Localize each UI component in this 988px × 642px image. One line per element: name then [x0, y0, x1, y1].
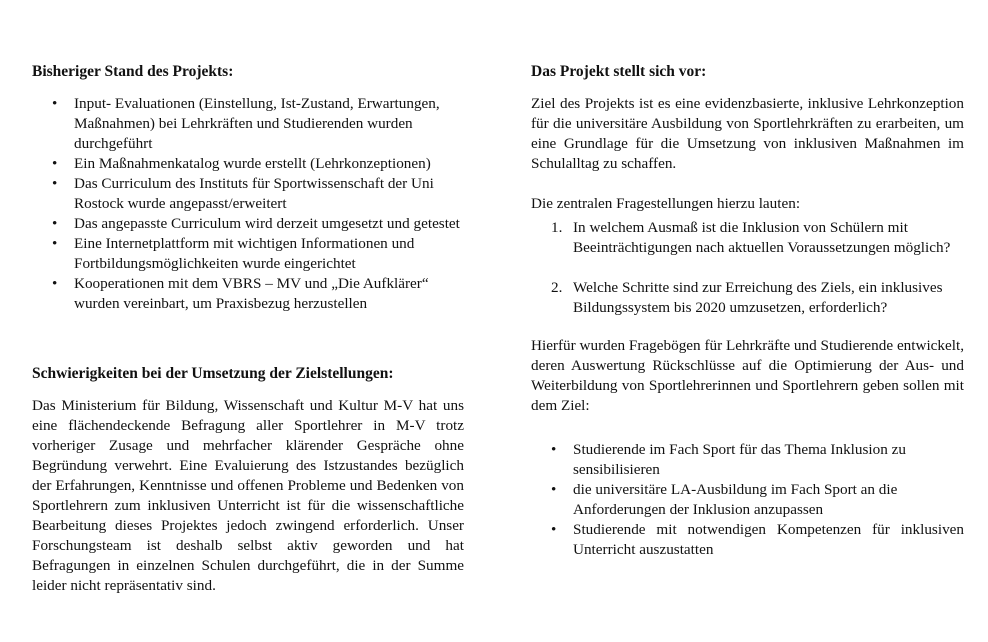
question-text: Welche Schritte sind zur Erreichung des Ziels, ein inklusives Bildungssystem bis 2020 umzusetzen, erforderlich? [573, 279, 943, 316]
question-text: In welchem Ausmaß ist die Inklusion von Schülern mit Beeinträchtigungen nach aktuellen Voraussetzungen möglich? [573, 219, 951, 256]
status-list [32, 94, 464, 314]
method-paragraph: Hierfür wurden Fragebögen für Lehrkräfte und Studierende entwickelt, deren Auswertung Rückschlüsse auf die Optimierung der Aus- und Weiterbildung von Sportlehrerinnen und Sportlehrern geben sollen mit dem Ziel: [531, 337, 964, 414]
list-item: • Ein Maßnahmenkatalog wurde erstellt (Lehrkonzeptionen) [32, 154, 464, 174]
question-item [531, 218, 964, 258]
list-item: • Input- Evaluationen (Einstellung, Ist-Zustand, Erwartungen, Maßnahmen) bei Lehrkräften und Studierenden wurden durchgeführt [32, 94, 464, 154]
status-heading: Bisheriger Stand des Projekts: [32, 63, 234, 80]
intro-paragraph: Ziel des Projekts ist es eine evidenzbasierte, inklusive Lehrkonzeption für die universitäre Ausbildung von Sportlehrkräften zu erarbeiten, um eine Grundlage für die Umsetzung von inklusiven Maßnahmen im Schulalltag zu schaffen. [531, 95, 964, 172]
difficulties-paragraph: Das Ministerium für Bildung, Wissenschaft und Kultur M-V hat uns eine flächendeckende Befragung aller Sportlehrer in M-V trotz vorheriger Zusage und mehrfacher klärender Gespräche ohne Begründung verwehrt. Eine Evaluierung des Istzustandes bezüglich der Erfahrungen, Kenntnisse und offenen Probleme und Bedenken von Sportlehrern zum inklusiven Unterricht ist für die wissenschaftliche Bearbeitung dieses Projektes jedoch zwingend erforderlich. Unser Forschungsteam ist deshalb selbst aktiv geworden und hat Befragungen in einzelnen Schulen durchgeführt, die in der Summe leider nicht repräsentativ sind. [32, 397, 464, 594]
question-item [531, 278, 964, 318]
right-column [531, 62, 964, 560]
list-item: • Kooperationen mit dem VBRS – MV und „Die Aufklärer“ wurden vereinbart, um Praxisbezug herzustellen [32, 274, 464, 314]
list-item: • Studierende im Fach Sport für das Thema Inklusion zu sensibilisieren [531, 440, 964, 480]
difficulties-heading: Schwierigkeiten bei der Umsetzung der Zielstellungen: [32, 365, 394, 382]
goals-list [531, 440, 964, 560]
list-item: • Eine Internetplattform mit wichtigen Informationen und Fortbildungsmöglichkeiten wurde eingerichtet [32, 234, 464, 274]
list-item: • Das angepasste Curriculum wird derzeit umgesetzt und getestet [32, 214, 464, 234]
questions-intro: Die zentralen Fragestellungen hierzu lauten: [531, 195, 801, 212]
questions-list [531, 218, 964, 318]
question-number: 1. [551, 219, 563, 236]
left-column [32, 62, 464, 596]
list-item: • Das Curriculum des Instituts für Sportwissenschaft der Uni Rostock wurde angepasst/erweitert [32, 174, 464, 214]
intro-heading: Das Projekt stellt sich vor: [531, 63, 707, 80]
list-item: • Studierende mit notwendigen Kompetenzen für inklusiven Unterricht auszustatten [531, 520, 964, 560]
list-item: • die universitäre LA-Ausbildung im Fach Sport an die Anforderungen der Inklusion anzupassen [531, 480, 964, 520]
question-number: 2. [551, 279, 563, 296]
